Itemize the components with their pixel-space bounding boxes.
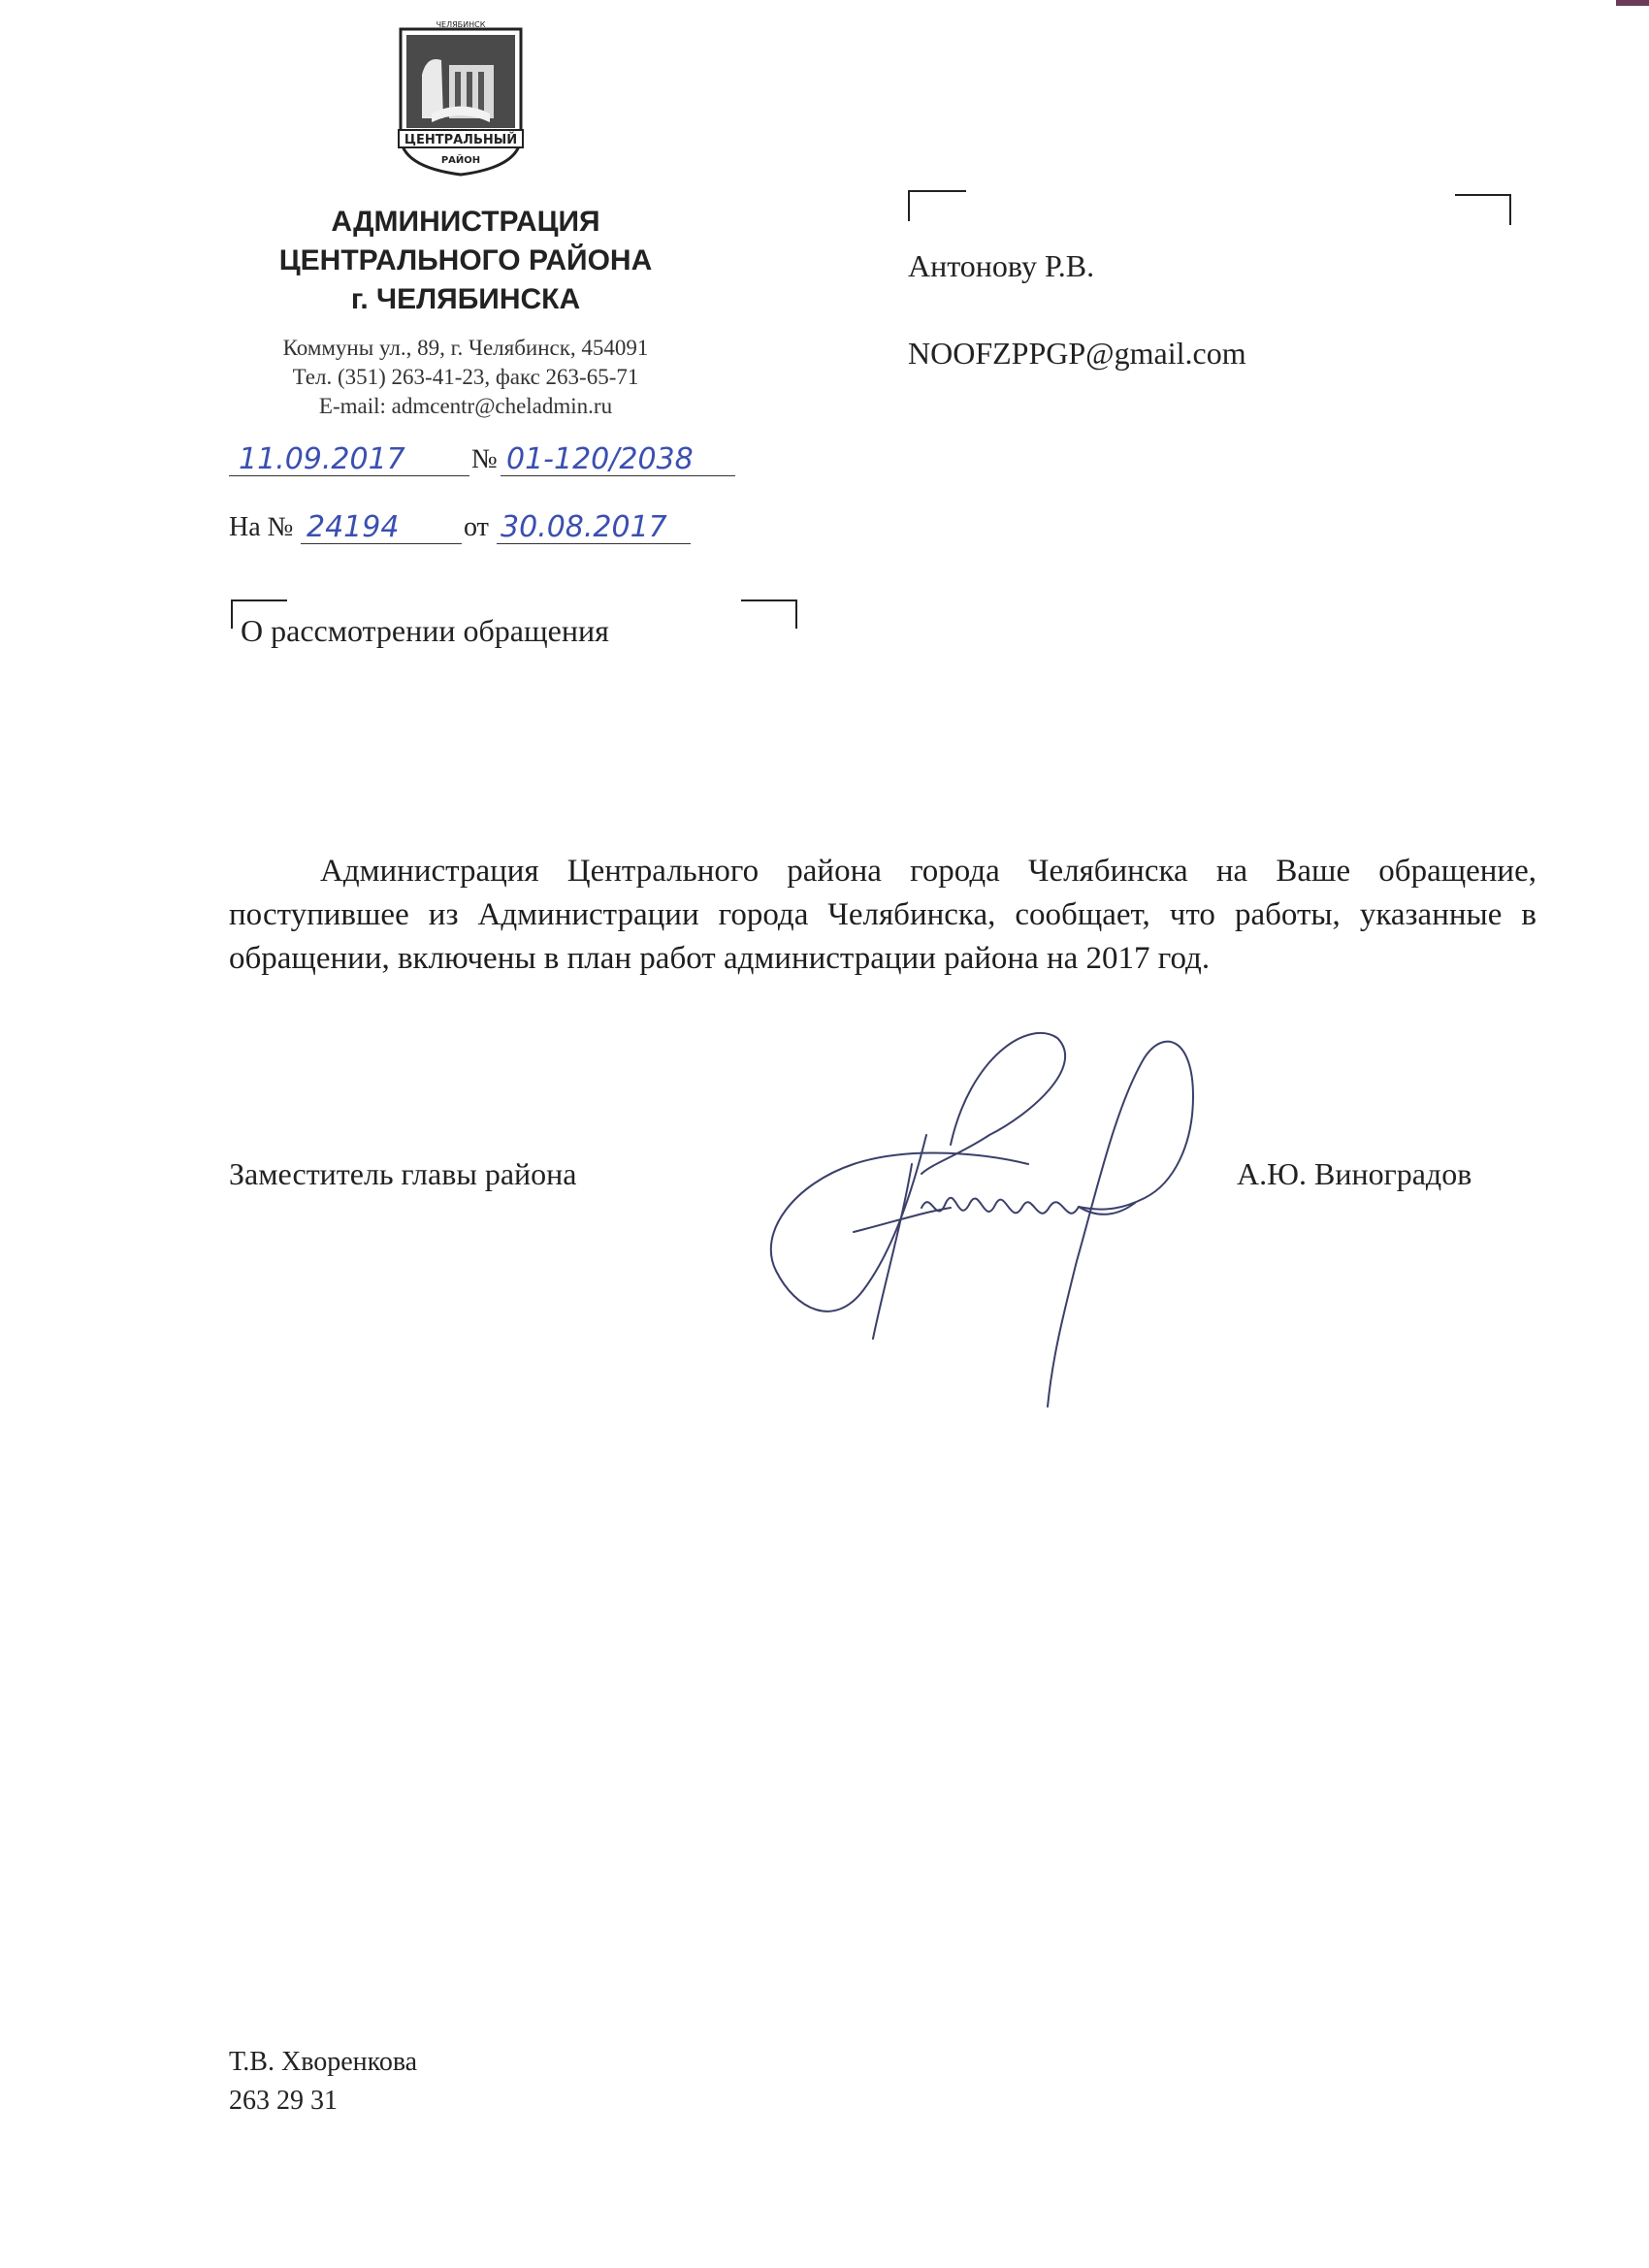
executor-name: Т.В. Хворенкова <box>229 2047 418 2077</box>
scan-edge-mark <box>1616 0 1649 6</box>
ref-date-field <box>497 510 691 544</box>
recipient-corner-left <box>908 190 966 221</box>
org-name-line2: ЦЕНТРАЛЬНОГО РАЙОНА <box>278 244 653 276</box>
ref-from-label: от <box>464 512 489 542</box>
recipient-name: Антонову Р.В. <box>908 248 1095 283</box>
outgoing-number: 01-120/2038 <box>506 442 694 476</box>
signatory-name: А.Ю. Виноградов <box>1237 1156 1472 1191</box>
recipient-corner-right <box>1455 194 1511 225</box>
ref-number-label: На № <box>229 512 294 542</box>
org-name-line3: г. ЧЕЛЯБИНСКА <box>350 283 581 315</box>
emblem-bottom-text: РАЙОН <box>440 155 481 166</box>
district-emblem <box>393 21 529 178</box>
org-name-line1: АДМИНИСТРАЦИЯ <box>331 206 600 238</box>
number-label: № <box>471 444 498 474</box>
signatory-title: Заместитель главы района <box>229 1156 577 1191</box>
org-phone: Тел. (351) 263-41-23, факс 263-65-71 <box>292 365 639 389</box>
ref-number: 24194 <box>307 510 400 544</box>
emblem-banner-text: ЦЕНТРАЛЬНЫЙ <box>404 133 518 147</box>
letter-body <box>229 850 1536 981</box>
ref-date: 30.08.2017 <box>501 510 667 544</box>
org-address: Коммуны ул., 89, г. Челябинск, 454091 <box>282 336 649 360</box>
outgoing-number-field <box>501 442 735 476</box>
letter-subject: О рассмотрении обращения <box>241 613 609 648</box>
letter-body-text: Администрация Центрального района города Челябинска на Ваше обращение, поступившее из Администрации города Челябинска, сообщает, что работы, указанные в обращении, включены в план работ администрации района на 2017 год. <box>229 854 1536 976</box>
subject-corner-right <box>741 599 797 629</box>
emblem-top-text: ЧЕЛЯБИНСК <box>436 21 486 29</box>
executor-phone: 263 29 31 <box>229 2086 338 2116</box>
outgoing-date: 11.09.2017 <box>239 442 405 476</box>
ref-number-field <box>301 510 462 544</box>
recipient-email: NOOFZPPGP@gmail.com <box>908 336 1246 371</box>
handwritten-signature <box>737 999 1261 1416</box>
outgoing-date-field <box>229 442 469 476</box>
org-email: E-mail: admcentr@cheladmin.ru <box>318 394 613 418</box>
